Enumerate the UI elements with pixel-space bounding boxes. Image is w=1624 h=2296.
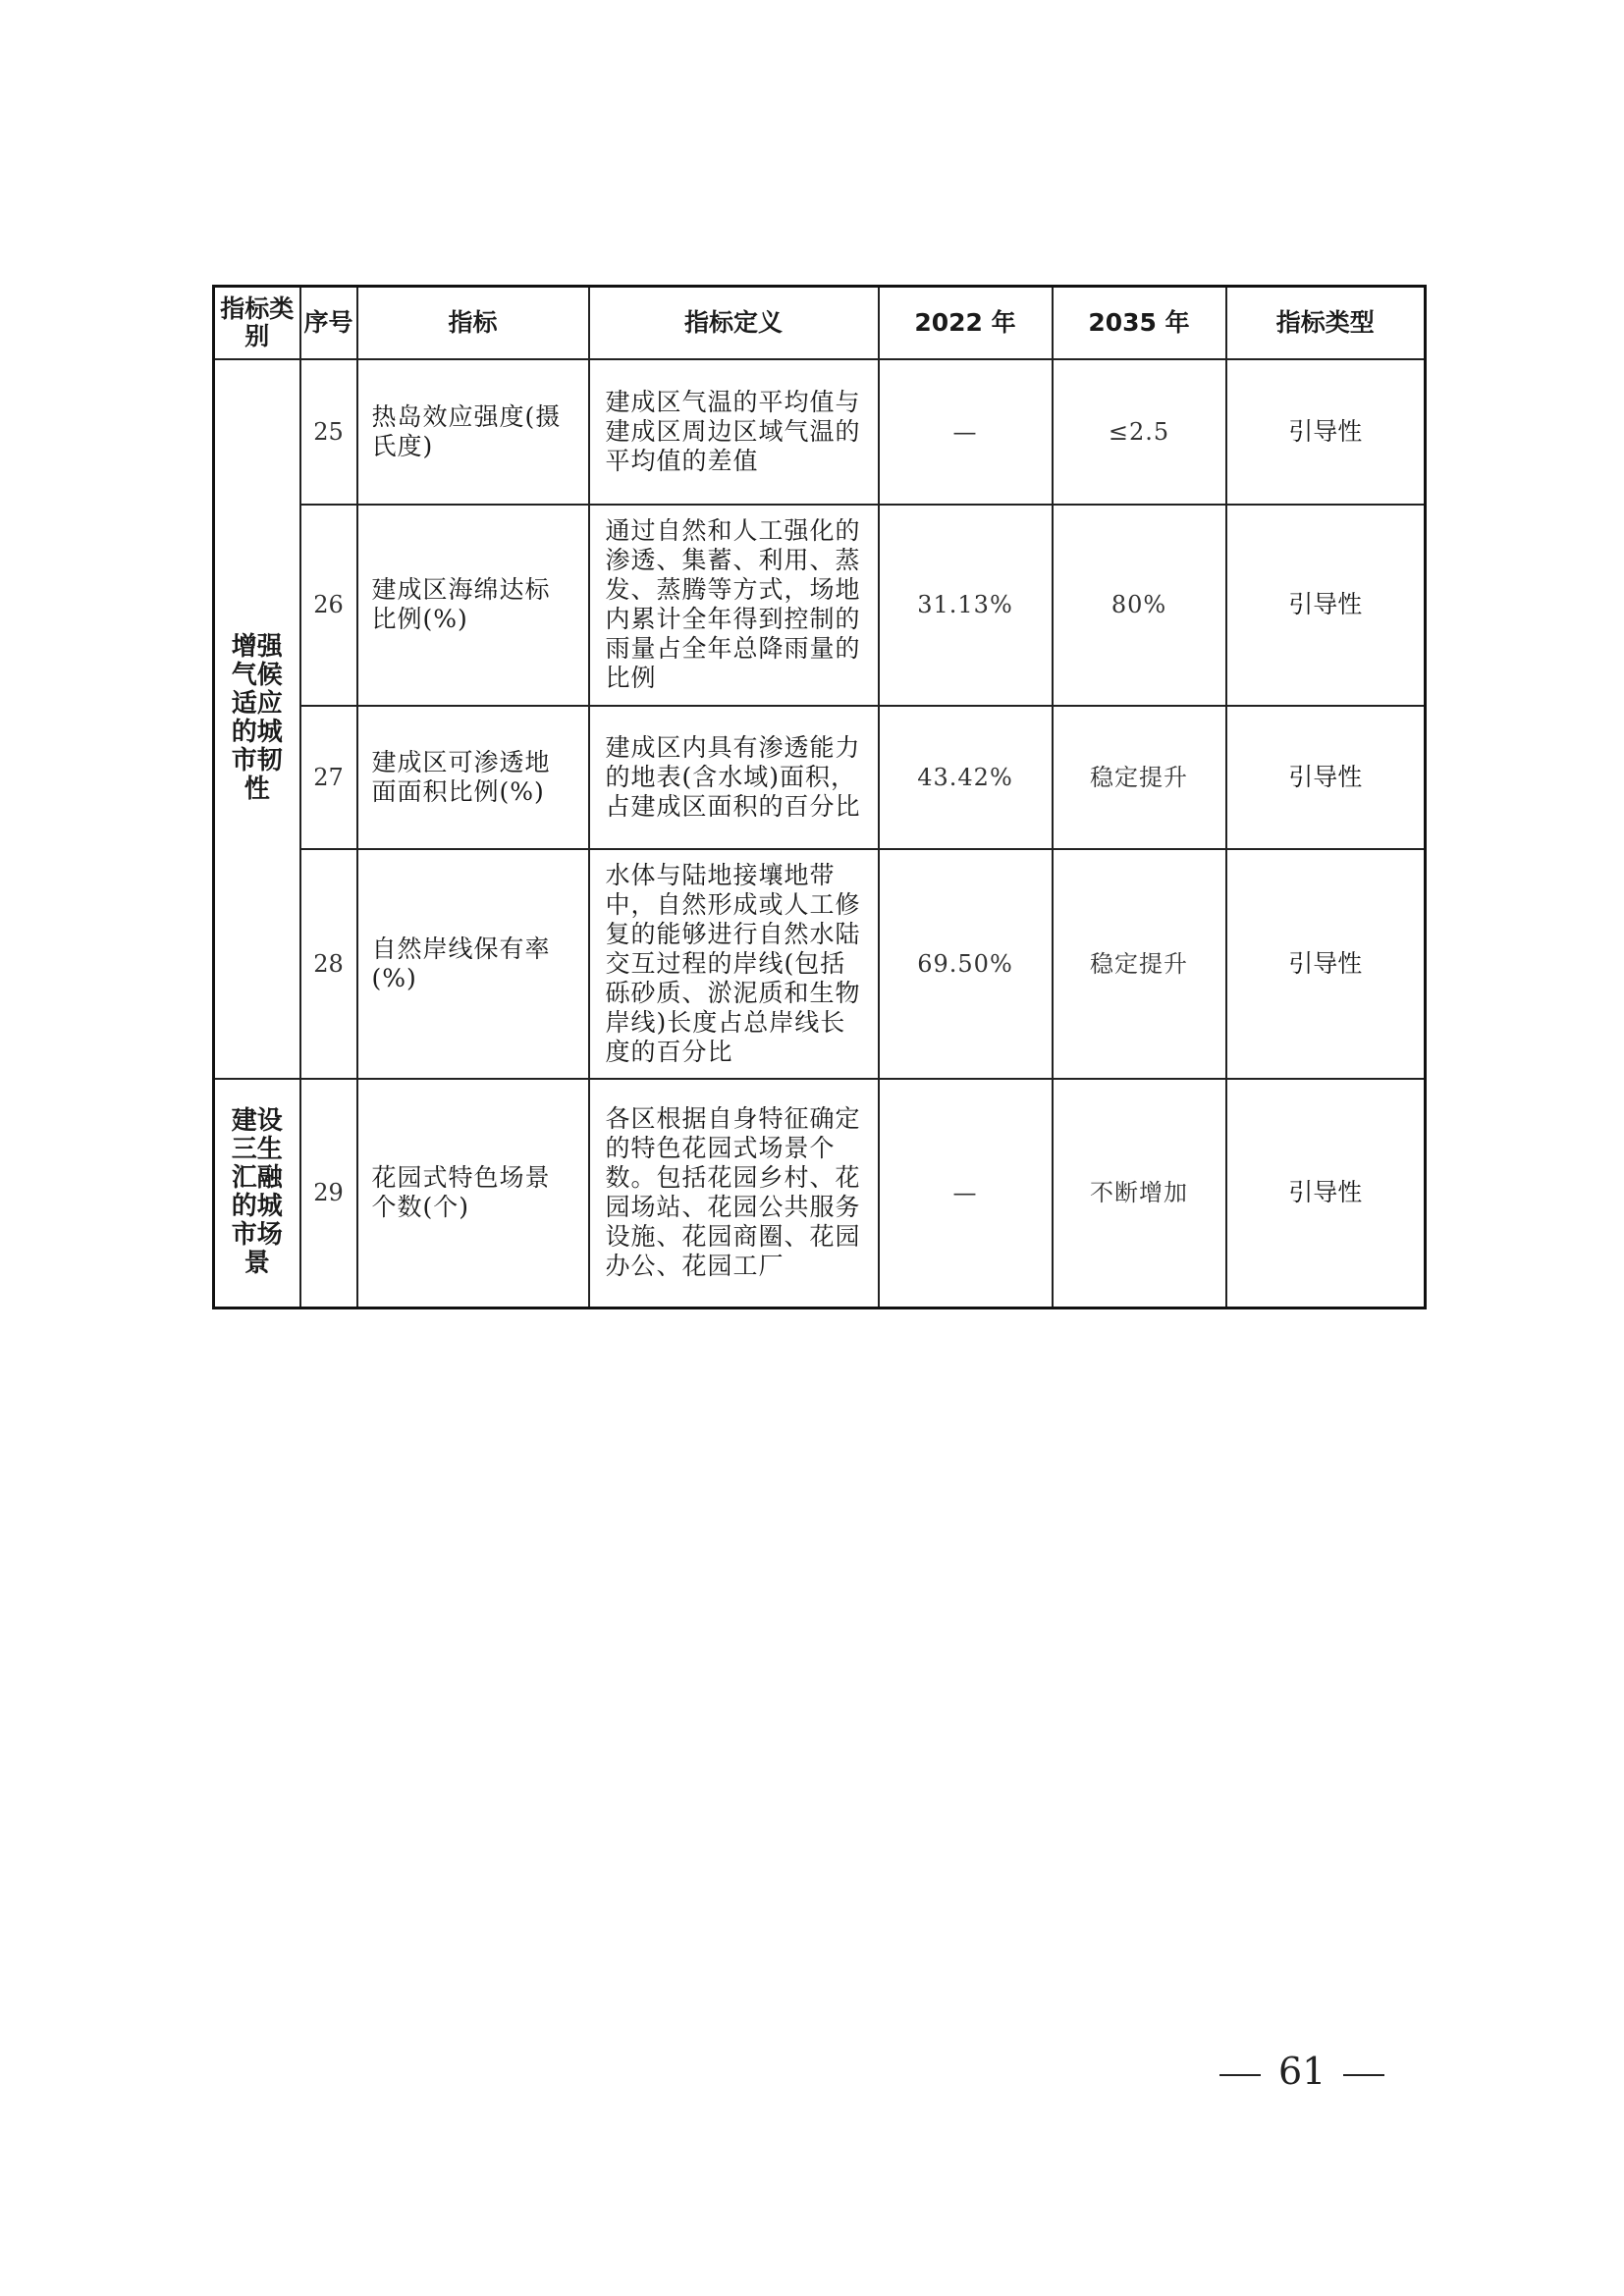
definition-cell: 通过自然和人工强化的渗透、集蓄、利用、蒸发、蒸腾等方式，场地内累计全年得到控制的雨量占全年总降雨量的比例 [589,505,879,706]
header-type: 指标类型 [1226,287,1426,359]
type-cell: 引导性 [1226,359,1426,505]
page-number-footer [1202,2050,1402,2093]
header-definition: 指标定义 [589,287,879,359]
indicator-table [212,285,1427,1309]
indicator-cell: 建成区海绵达标比例(%) [357,505,589,706]
type-cell: 引导性 [1226,1079,1426,1308]
value-2022-cell: — [879,359,1053,505]
value-2022-cell: — [879,1079,1053,1308]
type-cell: 引导性 [1226,706,1426,849]
definition-cell: 水体与陆地接壤地带中，自然形成或人工修复的能够进行自然水陆交互过程的岸线(包括砾砂质、淤泥质和生物岸线)长度占总岸线长度的百分比 [589,849,879,1079]
type-cell: 引导性 [1226,849,1426,1079]
seq-cell: 26 [300,505,357,706]
table-row [214,359,1426,505]
category-cell: 增强气候适应的城市韧性 [214,359,300,1079]
indicator-table-container [212,285,1424,1309]
value-2035-cell: 80% [1053,505,1226,706]
definition-cell: 各区根据自身特征确定的特色花园式场景个数。包括花园乡村、花园场站、花园公共服务设施、花园商圈、花园办公、花园工厂 [589,1079,879,1308]
value-2022-cell: 43.42% [879,706,1053,849]
seq-cell: 25 [300,359,357,505]
seq-cell: 29 [300,1079,357,1308]
table-header-row [214,287,1426,359]
footer-dash-right [1343,2074,1384,2076]
type-cell: 引导性 [1226,505,1426,706]
page-number: 61 [1278,2050,1326,2093]
header-seq: 序号 [300,287,357,359]
value-2022-cell: 69.50% [879,849,1053,1079]
indicator-cell: 建成区可渗透地面面积比例(%) [357,706,589,849]
header-category: 指标类别 [214,287,300,359]
indicator-cell: 花园式特色场景个数(个) [357,1079,589,1308]
definition-cell: 建成区内具有渗透能力的地表(含水域)面积，占建成区面积的百分比 [589,706,879,849]
seq-cell: 28 [300,849,357,1079]
header-indicator: 指标 [357,287,589,359]
seq-cell: 27 [300,706,357,849]
value-2022-cell: 31.13% [879,505,1053,706]
category-cell: 建设三生汇融的城市场景 [214,1079,300,1308]
table-row [214,849,1426,1079]
table-row [214,505,1426,706]
indicator-cell: 自然岸线保有率(%) [357,849,589,1079]
indicator-cell: 热岛效应强度(摄氏度) [357,359,589,505]
table-row [214,1079,1426,1308]
value-2035-cell: 不断增加 [1053,1079,1226,1308]
value-2035-cell: 稳定提升 [1053,849,1226,1079]
header-2022: 2022 年 [879,287,1053,359]
definition-cell: 建成区气温的平均值与建成区周边区域气温的平均值的差值 [589,359,879,505]
value-2035-cell: ≤2.5 [1053,359,1226,505]
value-2035-cell: 稳定提升 [1053,706,1226,849]
footer-dash-left [1219,2074,1261,2076]
table-row [214,706,1426,849]
header-2035: 2035 年 [1053,287,1226,359]
